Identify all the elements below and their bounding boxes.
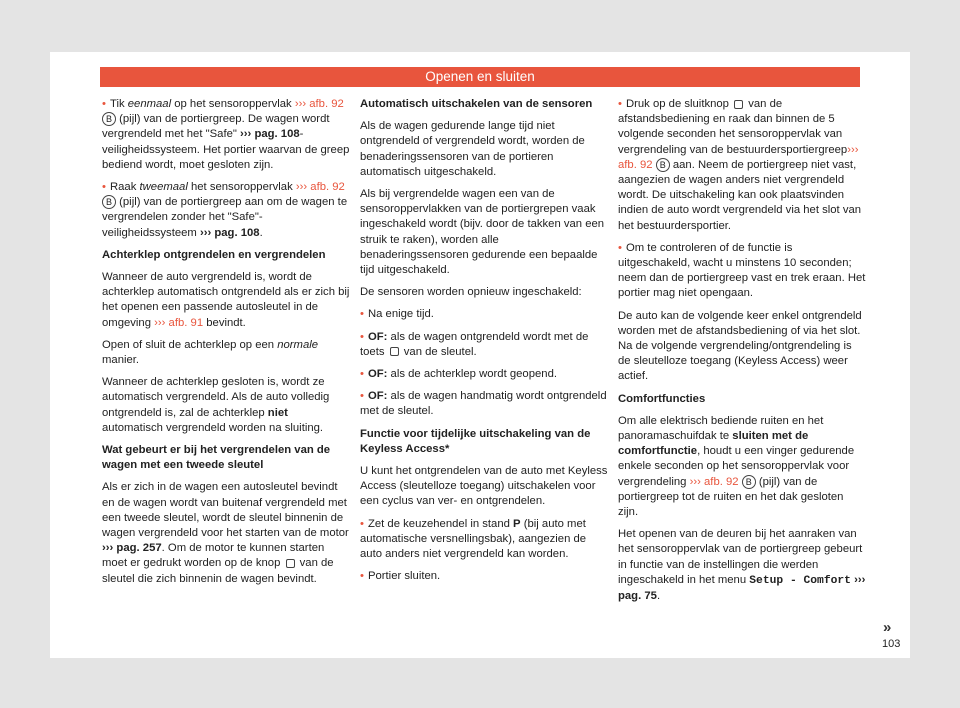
paragraph: Als de wagen gedurende lange tijd niet ontgrendeld of vergrendeld wordt, worden de benaderingssensoren van de portieren automatisch uitgeschakeld. — [360, 120, 585, 178]
paragraph: Open of sluit de achterklep op een normale manier. — [102, 338, 319, 367]
bullet-tap-twice: • Raak tweemaal het sensoroppervlak ››› afb. 92 B (pijl) van de portiergreep aan om de wagen te vergrendelen zonder het "Safe"-veiligheidssysteem ››› pag. 108. — [102, 180, 350, 241]
paragraph: Wanneer de auto vergrendeld is, wordt de achterklep automatisch ontgrendeld als er zich bij het openen een passende autosleutel in de omgeving ››› afb. 91 bevindt. — [102, 271, 350, 329]
page-number: 103 — [882, 638, 901, 650]
heading-comfort: Comfortfuncties — [618, 392, 706, 405]
paragraph: Als bij vergrendelde wagen een van de sensoroppervlakken van de portiergrepen vaak ingeschakeld wordt (bijv. door de takken van een struik te raken), worden alle benaderingssensoren gedurende een bepaalde tijd uitgeschakeld. — [360, 188, 605, 277]
bullet: • Portier sluiten. — [360, 569, 608, 584]
paragraph: Als er zich in de wagen een autosleutel bevindt en de wagen wordt van buitenaf vergrendeld met een tweede sleutel, wordt de sleutel binnenin de wagen vergrendeld voor het starten van de motor ››› pag. 257. Om de motor te kunnen starten moet er gedrukt worden op de knop van de sleutel die zich binnenin de wagen bevindt. — [102, 481, 349, 585]
bullet: • Druk op de sluitknop van de afstandsbediening en raak dan binnen de 5 volgende seconden het sensoroppervlak van vergrendeling van de bestuurdersportiergreep››› afb. 92 B aan. Neem de portiergreep niet vast, aangezien de wagen anders niet vergrendeld wordt. De uitschakeling kan ook plaatsvinden indien de auto wordt vergrendeld via het slot van het bestuurdersportier. — [618, 97, 866, 234]
bullet-tap-once: • Tik eenmaal op het sensoroppervlak ››› afb. 92 B (pijl) van de portiergreep. De wagen wordt vergrendeld met het "Safe" ››› pag. 108-veiligheidssysteem. Het portier waarvan de greep bediend wordt, moet gesloten zijn. — [102, 97, 350, 173]
lock-icon — [734, 100, 743, 109]
paragraph: De sensoren worden opnieuw ingeschakeld: — [360, 286, 582, 299]
paragraph: Om alle elektrisch bediende ruiten en het panoramaschuifdak te sluiten met de comfortfunctie, houdt u een vinger gedurende enkele seconden op het sensoroppervlak voor vergrendeling ››› afb. 92 B (pijl) van de portiergreep tot de ruiten en het dak gesloten zijn. — [618, 414, 855, 519]
heading-keyless: Functie voor tijdelijke uitschakeling van de Keyless Access* — [360, 427, 591, 455]
column-3 — [618, 97, 866, 611]
bullet: • OF: als de wagen ontgrendeld wordt met de toets van de sleutel. — [360, 330, 608, 360]
page-header: Openen en sluiten — [100, 67, 860, 87]
heading-tailgate: Achterklep ontgrendelen en vergrendelen — [102, 248, 326, 261]
paragraph: Het openen van de deuren bij het aanraken van het sensoroppervlak van de portiergreep gebeurt in functie van de instellingen die werden ingeschakeld in het menu Setup - Comfort ››› pag. 75. — [618, 528, 866, 603]
paragraph: U kunt het ontgrendelen van de auto met Keyless Access (sleutelloze toegang) uitschakelen voor een cyclus van ver- en ontgrendelen. — [360, 465, 608, 508]
paragraph: De auto kan de volgende keer enkel ontgrendeld worden met de afstandsbediening of via het slot. Na de volgende vergrendeling/ontgrendeling is de sleutelloze toegang (Keyless Access) weer actief. — [618, 309, 862, 383]
lock-icon — [286, 559, 295, 568]
continue-mark: » — [883, 619, 892, 636]
bullet: • Na enige tijd. — [360, 307, 608, 322]
column-1 — [102, 97, 350, 594]
heading-second-key: Wat gebeurt er bij het vergrendelen van de wagen met een tweede sleutel — [102, 444, 331, 472]
bullet: • Zet de keuzehendel in stand P (bij auto met automatische versnellingsbak), aangezien de auto anders niet vergrendeld kan worden. — [360, 517, 608, 563]
unlock-icon — [390, 347, 399, 356]
bullet: • OF: als de wagen handmatig wordt ontgrendeld met de sleutel. — [360, 389, 608, 419]
bullet: • OF: als de achterklep wordt geopend. — [360, 367, 608, 382]
column-2 — [360, 97, 608, 591]
bullet: • Om te controleren of de functie is uitgeschakeld, wacht u minstens 10 seconden; neem dan de portiergreep vast en trek eraan. Het portier mag niet opengaan. — [618, 241, 866, 302]
heading-auto-off: Automatisch uitschakelen van de sensoren — [360, 98, 593, 110]
paragraph: Wanneer de achterklep gesloten is, wordt ze automatisch vergrendeld. Als de auto volledig ontgrendeld is, zal de achterklep niet automatisch vergrendeld worden na sluiting. — [102, 376, 330, 434]
